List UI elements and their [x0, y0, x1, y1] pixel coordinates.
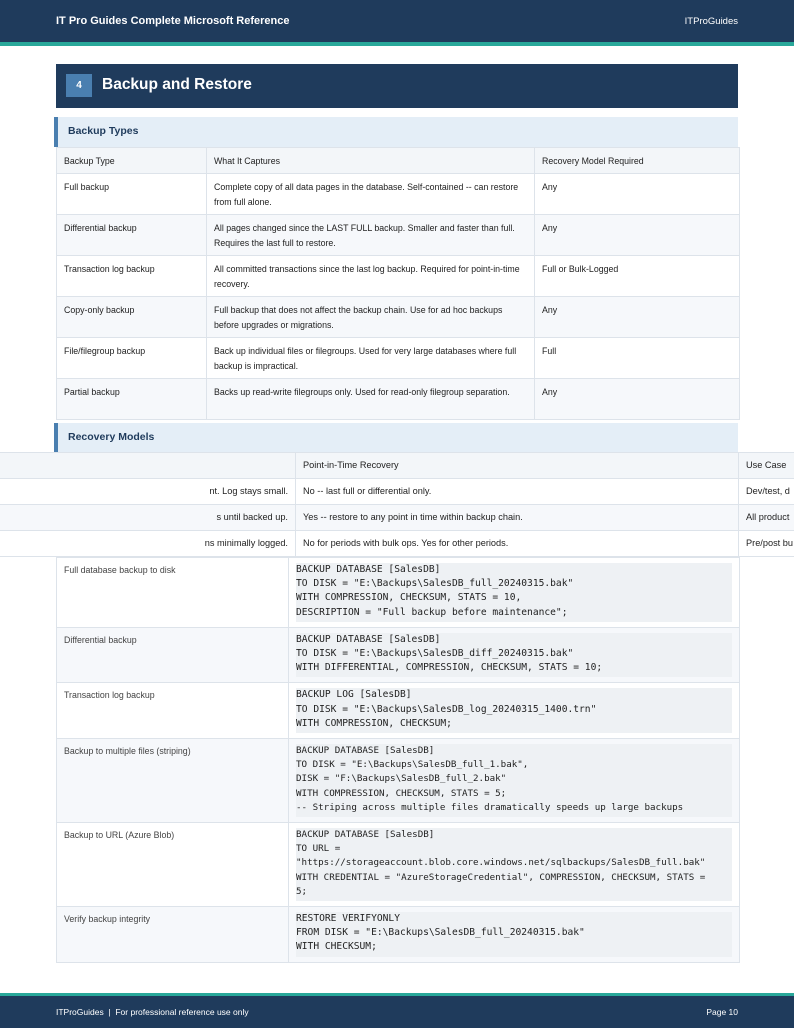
code-block: BACKUP LOG [SalesDB] TO DISK = "E:\Backups\SalesDB_log_20240315_1400.trn" WITH COMPRESSION, CHECKSUM;	[296, 688, 732, 733]
column-header: Point-in-Time Recovery	[296, 453, 739, 479]
code-examples-table	[56, 557, 740, 963]
table-cell: Back up individual files or filegroups. Used for very large databases where full backup is impractical.	[207, 338, 535, 379]
section-title: Recovery Models	[68, 431, 155, 443]
brand-name: ITProGuides	[684, 16, 738, 27]
footer-text: ITProGuides | For professional reference use only	[56, 1007, 249, 1017]
table-cell: Any	[535, 297, 740, 338]
section-title: Backup Types	[68, 125, 139, 137]
example-label: Backup to multiple files (striping)	[57, 739, 289, 823]
table-row	[57, 558, 740, 628]
table-cell: Pre/post bu	[739, 531, 794, 557]
chapter-number-badge: 4	[66, 74, 92, 97]
example-label: Differential backup	[57, 627, 289, 683]
table-cell: Full backup	[57, 174, 207, 215]
table-row	[57, 379, 740, 420]
table-row	[57, 215, 740, 256]
code-block: RESTORE VERIFYONLY FROM DISK = "E:\Backups\SalesDB_full_20240315.bak" WITH CHECKSUM;	[296, 912, 732, 957]
column-header: Recovery Model Required	[535, 148, 740, 174]
table-row	[57, 174, 740, 215]
table-header-row	[0, 453, 794, 479]
code-block: BACKUP DATABASE [SalesDB] TO DISK = "E:\Backups\SalesDB_full_20240315.bak" WITH COMPRESSION, CHECKSUM, STATS = 10, DESCRIPTION = "Full backup before maintenance";	[296, 563, 732, 622]
section-heading-backup-types	[54, 117, 738, 147]
column-header: What It Captures	[207, 148, 535, 174]
table-header-row	[57, 148, 740, 174]
example-label: Full database backup to disk	[57, 558, 289, 628]
table-cell: Yes -- restore to any point in time within backup chain.	[296, 505, 739, 531]
column-header: Backup Type	[57, 148, 207, 174]
backup-types-table	[56, 147, 740, 420]
table-row	[57, 297, 740, 338]
table-cell: Full	[535, 338, 740, 379]
recovery-models-table-viewport	[0, 452, 794, 557]
table-cell: Any	[535, 215, 740, 256]
table-row	[57, 338, 740, 379]
code-block: BACKUP DATABASE [SalesDB] TO URL = "https://storageaccount.blob.core.windows.net/sqlbackups/SalesDB_full.bak" WITH CREDENTIAL = "AzureStorageCredential", COMPRESSION, CHECKSUM, STATS = 5;	[296, 828, 732, 901]
table-cell: nt. Log stays small.	[0, 479, 296, 505]
table-cell	[289, 627, 740, 683]
table-cell: Complete copy of all data pages in the database. Self-contained -- can restore from full alone.	[207, 174, 535, 215]
table-cell: Backs up read-write filegroups only. Used for read-only filegroup separation.	[207, 379, 535, 420]
table-row	[57, 907, 740, 963]
table-cell	[289, 823, 740, 907]
table-cell: No -- last full or differential only.	[296, 479, 739, 505]
table-cell: File/filegroup backup	[57, 338, 207, 379]
table-cell: Full or Bulk-Logged	[535, 256, 740, 297]
document-title: IT Pro Guides Complete Microsoft Reference	[56, 15, 290, 27]
example-label: Transaction log backup	[57, 683, 289, 739]
table-cell: Partial backup	[57, 379, 207, 420]
table-cell: Any	[535, 379, 740, 420]
example-label: Verify backup integrity	[57, 907, 289, 963]
column-header	[0, 453, 296, 479]
table-row	[0, 505, 794, 531]
code-block: BACKUP DATABASE [SalesDB] TO DISK = "E:\Backups\SalesDB_full_1.bak", DISK = "F:\Backups\SalesDB_full_2.bak" WITH COMPRESSION, CHECKSUM, STATS = 5; -- Striping across multiple files dramatically speeds up large backups	[296, 744, 732, 817]
table-row	[57, 683, 740, 739]
table-row	[0, 531, 794, 557]
table-cell: All pages changed since the LAST FULL backup. Smaller and faster than full. Requires the last full to restore.	[207, 215, 535, 256]
table-row	[0, 479, 794, 505]
column-header: Use Case	[739, 453, 794, 479]
table-cell: All product	[739, 505, 794, 531]
table-cell: No for periods with bulk ops. Yes for other periods.	[296, 531, 739, 557]
page-number: Page 10	[706, 1007, 738, 1017]
table-row	[57, 627, 740, 683]
chapter-banner	[56, 64, 738, 108]
footer-accent-line	[0, 993, 794, 996]
table-cell: All committed transactions since the last log backup. Required for point-in-time recovery.	[207, 256, 535, 297]
example-label: Backup to URL (Azure Blob)	[57, 823, 289, 907]
table-row	[57, 256, 740, 297]
table-cell	[289, 907, 740, 963]
header-accent-line	[0, 42, 794, 46]
table-cell	[289, 683, 740, 739]
table-cell: Full backup that does not affect the backup chain. Use for ad hoc backups before upgrades or migrations.	[207, 297, 535, 338]
table-row	[57, 739, 740, 823]
section-heading-recovery-models	[54, 423, 738, 453]
table-cell: Any	[535, 174, 740, 215]
table-cell	[289, 739, 740, 823]
table-cell: Differential backup	[57, 215, 207, 256]
chapter-title: Backup and Restore	[102, 76, 252, 93]
table-cell	[289, 558, 740, 628]
code-block: BACKUP DATABASE [SalesDB] TO DISK = "E:\Backups\SalesDB_diff_20240315.bak" WITH DIFFERENTIAL, COMPRESSION, CHECKSUM, STATS = 10;	[296, 633, 732, 678]
recovery-models-table	[0, 452, 794, 557]
table-cell: Transaction log backup	[57, 256, 207, 297]
table-cell: ns minimally logged.	[0, 531, 296, 557]
table-row	[57, 823, 740, 907]
table-cell: Copy-only backup	[57, 297, 207, 338]
table-cell: s until backed up.	[0, 505, 296, 531]
table-cell: Dev/test, d	[739, 479, 794, 505]
